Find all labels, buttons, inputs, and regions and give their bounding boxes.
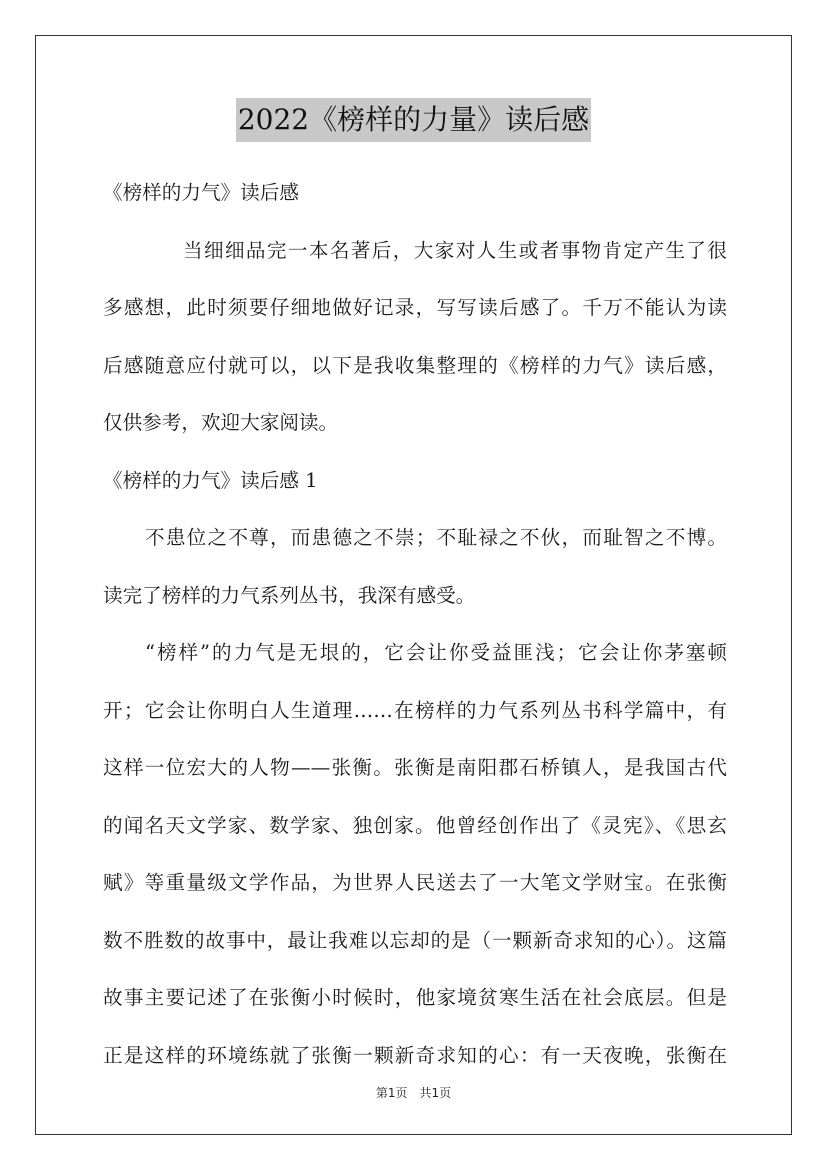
page-footer — [0, 1084, 827, 1101]
paragraph-line: 正是这样的环境练就了张衡一颗新奇求知的心：有一天夜晚，张衡在 — [103, 1043, 727, 1067]
paragraph-line: 这样一位宏大的人物——张衡。张衡是南阳郡石桥镇人，是我国古代 — [103, 756, 727, 779]
paragraph-line: 读完了榜样的力气系列丛书，我深有感受。 — [103, 583, 476, 607]
paragraph-line: 不患位之不尊，而患德之不崇；不耻禄之不伙，而耻智之不博。 — [145, 526, 727, 549]
paragraph-line: 多感想，此时须要仔细地做好记录，写写读后感了。千万不能认为读 — [103, 296, 727, 319]
document-body — [103, 164, 727, 1084]
document-title: 2022《榜样的力量》读后感 — [236, 98, 591, 142]
paragraph-line: 开；它会让你明白人生道理……在榜样的力气系列丛书科学篇中，有 — [103, 698, 727, 722]
paragraph-line: 仅供参考，欢迎大家阅读。 — [103, 411, 339, 434]
paragraph-line: 后感随意应付就可以，以下是我收集整理的《榜样的力气》读后感， — [103, 353, 727, 377]
page-number: 第1页 共1页 — [375, 1086, 452, 1100]
paragraph-line: 的闻名天文学家、数学家、独创家。他曾经创作出了《灵宪》、《思玄 — [103, 813, 727, 837]
paragraph-line: 当细细品完一本名著后，大家对人生或者事物肯定产生了很 — [183, 238, 727, 262]
section-heading: 《榜样的力气》读后感 — [103, 181, 299, 204]
section-heading: 《榜样的力气》读后感 1 — [103, 468, 318, 492]
paragraph-line: 赋》等重量级文学作品，为世界人民送去了一大笔文学财宝。在张衡 — [103, 871, 727, 894]
paragraph-line: “榜样”的力气是无垠的，它会让你受益匪浅；它会让你茅塞顿 — [145, 641, 727, 664]
paragraph-line: 数不胜数的故事中，最让我难以忘却的是（一颗新奇求知的心）。这篇 — [103, 928, 727, 952]
title-container — [0, 98, 827, 142]
paragraph-line: 故事主要记述了在张衡小时候时，他家境贫寒生活在社会底层。但是 — [103, 986, 727, 1009]
